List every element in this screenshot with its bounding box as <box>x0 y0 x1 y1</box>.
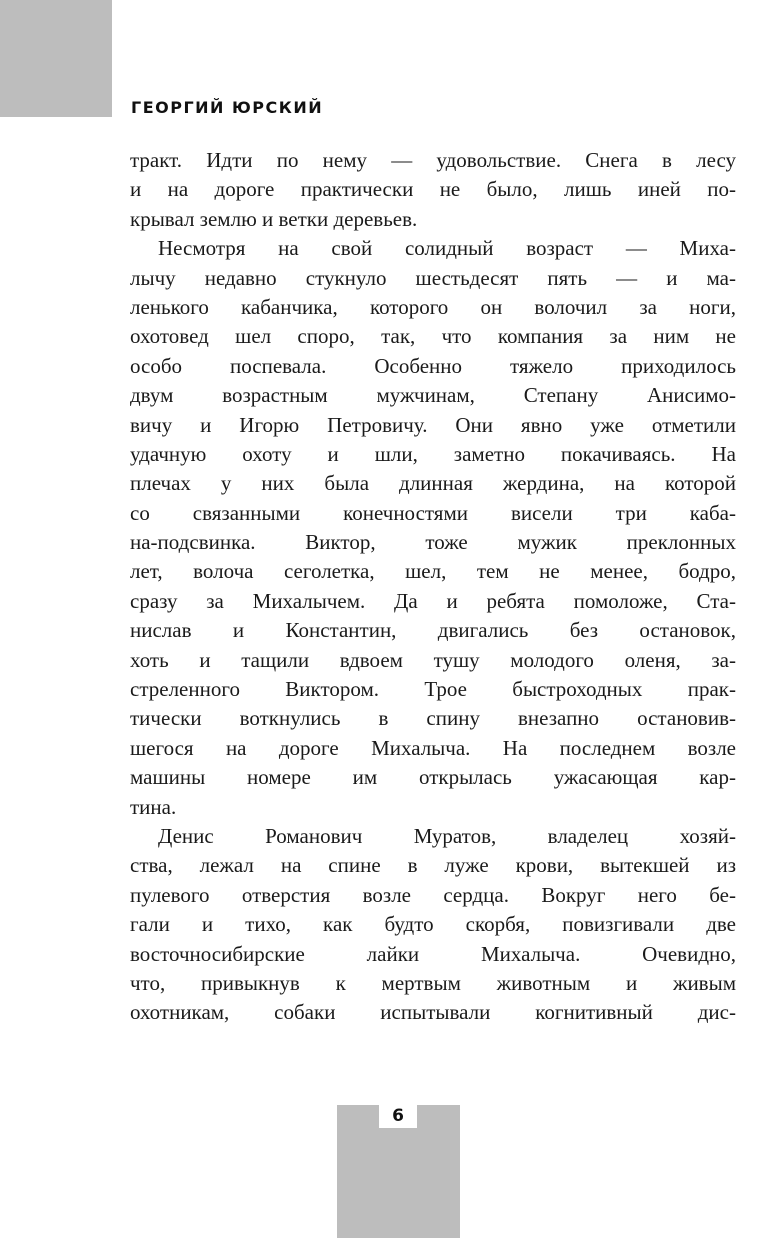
text-line: тина. <box>130 794 177 819</box>
text-line: машины номере им открылась ужасающая кар- <box>130 765 736 790</box>
text-line: что, привыкнув к мертвым животным и живым <box>130 970 736 995</box>
text-line: лычу недавно стукнуло шестьдесят пять — и ма- <box>130 265 736 290</box>
text-line: сразу за Михалычем. Да и ребята помоложе, Ста- <box>130 588 736 613</box>
text-line: тракт. Идти по нему — удовольствие. Снега в лесу <box>130 148 736 172</box>
text-line: ства, лежал на спине в луже крови, вытекшей из <box>130 853 736 878</box>
page-number: 6 <box>379 1105 417 1128</box>
text-line: нислав и Константин, двигались без остановок, <box>130 618 736 643</box>
text-line: плечах у них была длинная жердина, на которой <box>130 471 736 496</box>
text-line: вичу и Игорю Петровичу. Они явно уже отметили <box>130 412 736 437</box>
text-line: лет, волоча сеголетка, шел, тем не менее, бодро, <box>130 559 736 584</box>
text-line: тически воткнулись в спину внезапно остановив- <box>130 706 736 731</box>
text-line: охотникам, собаки испытывали когнитивный дис- <box>130 1000 736 1025</box>
text-line: особо поспевала. Особенно тяжело приходилось <box>130 353 736 378</box>
text-line: удачную охоту и шли, заметно покачиваясь. На <box>130 441 736 466</box>
text-line: охотовед шел споро, так, что компания за ним не <box>130 324 736 349</box>
text-line: на-подсвинка. Виктор, тоже мужик преклонных <box>130 530 736 555</box>
text-line: со связанными конечностями висели три каба- <box>130 500 736 525</box>
body-text <box>130 146 736 1028</box>
text-line: крывал землю и ветки деревьев. <box>130 206 418 231</box>
running-header-author: ГЕОРГИЙ ЮРСКИЙ <box>131 98 324 117</box>
footer-block <box>337 1105 460 1238</box>
text-line: восточносибирские лайки Михалыча. Очевидно, <box>130 941 736 966</box>
text-line: ленького кабанчика, которого он волочил за ноги, <box>130 294 736 319</box>
text-line: шегося на дороге Михалыча. На последнем возле <box>130 735 736 760</box>
corner-decoration <box>0 0 112 117</box>
text-line: хоть и тащили вдвоем тушу молодого оленя, за- <box>130 647 736 672</box>
text-line: Денис Романович Муратов, владелец хозяй- <box>158 823 736 848</box>
text-line: двум возрастным мужчинам, Степану Анисимо- <box>130 383 736 408</box>
text-line: пулевого отверстия возле сердца. Вокруг него бе- <box>130 882 736 907</box>
text-line: стреленного Виктором. Трое быстроходных прак- <box>130 677 736 702</box>
text-line: Несмотря на свой солидный возраст — Миха- <box>158 236 736 261</box>
text-line: гали и тихо, как будто скорбя, повизгивали две <box>130 912 736 937</box>
text-line: и на дороге практически не было, лишь иней по- <box>130 177 736 202</box>
